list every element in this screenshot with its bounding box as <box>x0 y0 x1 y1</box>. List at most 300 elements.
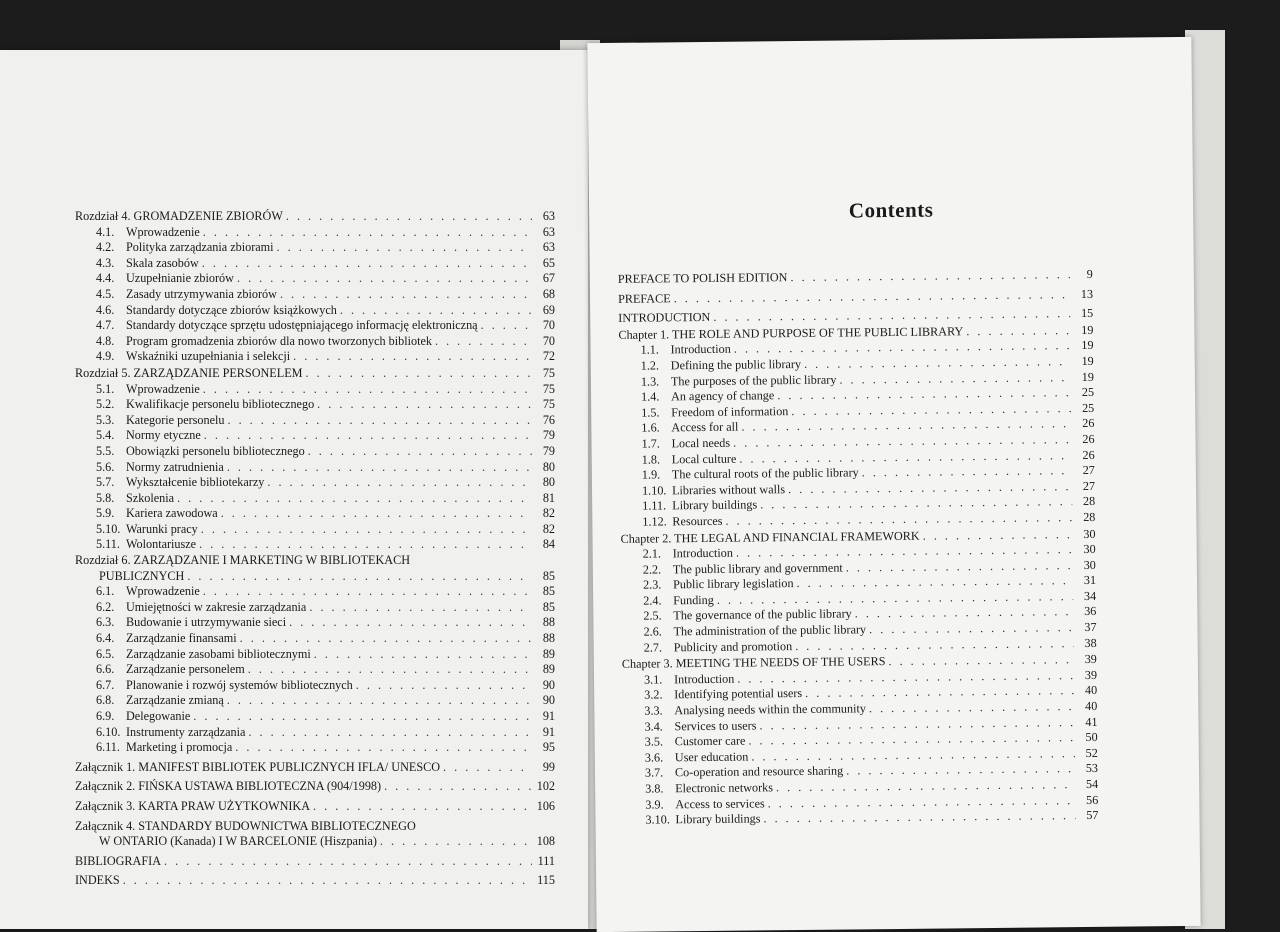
dot-leader <box>384 779 532 795</box>
dot-leader <box>293 349 532 365</box>
toc-subentry <box>75 740 555 756</box>
toc-label: INDEKS <box>75 873 120 888</box>
page-number: 75 <box>542 397 555 412</box>
page-number: 30 <box>1083 541 1096 557</box>
toc-label: Zarządzanie finansami <box>126 631 237 646</box>
section-number: 5.7. <box>96 475 115 490</box>
page-number: 82 <box>542 521 555 536</box>
section-number: 4.8. <box>96 333 115 348</box>
toc-entry <box>75 834 555 850</box>
toc-label: Access to services <box>675 795 765 811</box>
dot-leader <box>314 647 532 663</box>
page-number: 63 <box>542 240 555 255</box>
section-number: 6.10. <box>96 724 121 739</box>
page-number: 19 <box>1081 338 1094 353</box>
toc-label: Public library legislation <box>672 576 794 592</box>
toc-label: Kategorie personelu <box>126 412 225 427</box>
dot-leader <box>235 740 532 756</box>
section-number: 2.3. <box>642 577 662 592</box>
toc-label: The purposes of the public library <box>670 372 837 388</box>
dot-leader <box>308 444 532 460</box>
toc-subentry <box>75 428 555 444</box>
toc-label: Normy etyczne <box>126 428 201 443</box>
dot-leader <box>923 527 1073 544</box>
section-number: 1.12. <box>642 514 667 529</box>
dot-leader <box>202 256 532 272</box>
toc-label: Uzupełnianie zbiorów <box>126 271 234 286</box>
toc-label: Umiejętności w zakresie zarządzania <box>126 599 307 614</box>
page-number: 19 <box>1081 322 1094 337</box>
dot-leader <box>380 834 532 850</box>
toc-label: Rozdział 6. ZARZĄDZANIE I MARKETING W BIBLIOTEKACH <box>75 553 410 568</box>
dot-leader <box>267 475 532 491</box>
toc-label: Analysing needs within the community <box>674 701 867 718</box>
section-number: 3.7. <box>644 765 664 781</box>
page-number: 89 <box>542 662 555 677</box>
section-number: 2.4. <box>643 593 662 608</box>
page-number: 111 <box>537 853 555 868</box>
toc-entry <box>75 819 555 835</box>
toc-label: Introduction <box>673 671 735 687</box>
toc-subentry <box>75 725 555 741</box>
toc-label: An agency of change <box>670 388 775 404</box>
toc-entry <box>75 209 555 225</box>
section-number: 4.7. <box>96 318 115 333</box>
toc-label: PREFACE <box>617 290 671 306</box>
toc-subentry <box>75 537 555 553</box>
section-number: 5.8. <box>96 490 115 505</box>
dot-leader <box>187 569 532 585</box>
section-number: 5.11. <box>96 537 120 552</box>
toc-entry <box>75 779 555 795</box>
page-number: 9 <box>1086 266 1093 281</box>
dot-leader <box>199 537 532 553</box>
toc-label: Publicity and promotion <box>673 638 793 654</box>
section-number: 3.8. <box>645 781 664 796</box>
dot-leader <box>204 428 532 444</box>
dot-leader <box>309 600 532 616</box>
dot-leader <box>286 209 532 225</box>
toc-label: Zarządzanie zasobami bibliotecznymi <box>126 646 311 661</box>
section-number: 2.1. <box>642 546 662 561</box>
toc-label: Skala zasobów <box>126 255 199 270</box>
toc-label: Local culture <box>671 451 737 466</box>
page-number: 37 <box>1084 619 1097 635</box>
toc-entry <box>75 873 555 889</box>
section-number: 1.6. <box>641 420 660 435</box>
section-number: 6.2. <box>96 599 115 614</box>
dot-leader <box>277 240 532 256</box>
toc-label: Obowiązki personelu bibliotecznego <box>126 443 305 458</box>
page-number: 99 <box>542 759 555 774</box>
right-table-of-contents <box>618 266 1099 829</box>
toc-subentry <box>75 584 555 600</box>
toc-entry <box>618 267 1093 288</box>
page-number: 26 <box>1082 447 1095 462</box>
section-number: 1.7. <box>641 436 660 451</box>
toc-label: Freedom of information <box>671 403 789 420</box>
section-number: 3.2. <box>644 687 663 703</box>
dot-leader <box>227 460 532 476</box>
dot-leader <box>164 854 532 870</box>
toc-label: W ONTARIO (Kanada) I W BARCELONIE (Hiszpania) <box>99 834 377 849</box>
section-number: 4.9. <box>96 349 115 364</box>
section-number: 5.5. <box>96 443 115 458</box>
section-number: 5.2. <box>96 397 115 412</box>
toc-label: Załącznik 4. STANDARDY BUDOWNICTWA BIBLIOTECZNEGO <box>75 818 416 833</box>
page-number: 79 <box>542 428 555 443</box>
toc-label: The public library and government <box>672 560 843 577</box>
toc-label: Rozdział 4. GROMADZENIE ZBIORÓW <box>75 209 283 223</box>
page-number: 27 <box>1082 463 1095 478</box>
section-number: 3.3. <box>644 703 663 718</box>
section-number: 6.5. <box>96 646 115 661</box>
page-number: 41 <box>1085 714 1098 729</box>
toc-label: Zarządzanie zmianą <box>126 693 224 708</box>
page-number: 39 <box>1084 667 1098 682</box>
toc-label: Introduction <box>670 342 731 357</box>
toc-subentry <box>75 460 555 476</box>
toc-subentry <box>75 334 555 350</box>
toc-label: Electronic networks <box>675 780 774 796</box>
toc-entry <box>75 553 555 569</box>
toc-label: Chapter 1. THE ROLE AND PURPOSE OF THE PUBLIC LIBRARY <box>618 324 964 342</box>
page-number: 88 <box>542 615 555 630</box>
toc-label: Library buildings <box>675 811 761 827</box>
toc-entry <box>75 366 555 382</box>
toc-label: Delegowanie <box>126 709 191 723</box>
page-number: 91 <box>542 724 555 739</box>
toc-label: Co-operation and resource sharing <box>674 763 844 780</box>
section-number: 2.6. <box>643 624 662 639</box>
section-number: 5.1. <box>96 381 115 396</box>
toc-label: User education <box>674 749 749 765</box>
toc-label: Local needs <box>671 435 731 451</box>
page-number: 30 <box>1083 557 1096 572</box>
page-number: 65 <box>542 255 555 270</box>
dot-leader <box>193 709 532 725</box>
section-number: 6.1. <box>96 584 115 599</box>
toc-subentry <box>75 256 555 272</box>
section-number: 2.2. <box>642 562 662 577</box>
dot-leader <box>248 662 532 678</box>
page-number: 26 <box>1082 431 1095 446</box>
toc-label: Chapter 2. THE LEGAL AND FINANCIAL FRAMEWORK <box>620 528 920 546</box>
toc-subentry <box>75 491 555 507</box>
section-number: 6.6. <box>96 662 115 677</box>
toc-subentry <box>75 615 555 631</box>
page-number: 25 <box>1081 385 1095 400</box>
toc-entry <box>75 799 555 815</box>
toc-label: Budowanie i utrzymywanie sieci <box>126 615 287 630</box>
toc-label: PUBLICZNYCH <box>99 568 185 583</box>
toc-subentry <box>75 349 555 365</box>
section-number: 5.6. <box>96 459 115 474</box>
page-number: 30 <box>1083 526 1096 541</box>
page-number: 85 <box>542 599 555 614</box>
page-number: 27 <box>1082 478 1096 493</box>
toc-subentry <box>75 693 555 709</box>
page-number: 13 <box>1080 286 1094 301</box>
dot-leader <box>203 584 532 600</box>
page-number: 36 <box>1084 604 1097 619</box>
toc-label: Załącznik 3. KARTA PRAW UŻYTKOWNIKA <box>75 798 311 813</box>
page-number: 102 <box>536 779 555 794</box>
toc-label: Wprowadzenie <box>126 381 200 396</box>
page-number: 106 <box>536 798 555 813</box>
dot-leader <box>201 522 532 538</box>
toc-subentry <box>75 397 555 413</box>
page-number: 85 <box>542 584 555 599</box>
toc-subentry <box>75 271 555 287</box>
dot-leader <box>123 873 532 889</box>
page-number: 34 <box>1083 588 1097 603</box>
toc-label: Chapter 3. MEETING THE NEEDS OF THE USERS <box>621 654 886 672</box>
toc-subentry <box>75 303 555 319</box>
dot-leader <box>763 808 1075 827</box>
section-number: 2.5. <box>643 608 662 624</box>
dot-leader <box>248 725 532 741</box>
dot-leader <box>674 287 1071 307</box>
page-number: 68 <box>542 286 555 301</box>
section-number: 1.9. <box>641 467 661 482</box>
toc-label: Libraries without walls <box>671 481 786 498</box>
page-number: 28 <box>1082 494 1096 509</box>
left-page <box>0 50 588 929</box>
dot-leader <box>240 631 532 647</box>
dot-leader <box>203 382 532 398</box>
page-number: 69 <box>542 302 555 317</box>
dot-leader <box>790 267 1070 286</box>
page-number: 56 <box>1086 792 1099 807</box>
toc-label: Customer care <box>674 733 746 749</box>
dot-leader <box>177 491 532 507</box>
page-number: 84 <box>542 537 555 552</box>
toc-label: BIBLIOGRAFIA <box>75 853 161 868</box>
page-number: 31 <box>1083 573 1097 588</box>
dot-leader <box>227 413 532 429</box>
right-page <box>587 37 1200 932</box>
section-number: 4.3. <box>96 255 115 270</box>
toc-label: Standardy dotyczące zbiorów książkowych <box>126 302 337 317</box>
toc-label: The governance of the public library <box>673 606 852 623</box>
left-table-of-contents <box>75 208 555 889</box>
dot-leader <box>305 366 532 382</box>
toc-label: Zasady utrzymywania zbiorów <box>126 286 277 301</box>
dot-leader <box>227 693 532 709</box>
toc-label: Kariera zawodowa <box>126 506 218 521</box>
section-number: 1.8. <box>641 451 661 467</box>
toc-label: Standardy dotyczące sprzętu udostępniającego informację elektroniczną <box>126 318 478 333</box>
page-number: 72 <box>542 349 555 364</box>
page-number: 115 <box>537 873 555 888</box>
toc-label: Wprowadzenie <box>126 584 200 599</box>
toc-label: Planowanie i rozwój systemów bibliotecznych <box>126 677 353 692</box>
section-number: 1.10. <box>641 483 667 498</box>
section-number: 6.4. <box>96 631 115 646</box>
section-number: 1.3. <box>640 374 660 389</box>
toc-label: Defining the public library <box>670 356 802 373</box>
page-number: 40 <box>1085 698 1098 714</box>
section-number: 3.4. <box>644 719 663 734</box>
page-number: 82 <box>542 506 555 521</box>
page-title: Contents <box>848 197 934 223</box>
toc-label: Rozdział 5. ZARZĄDZANIE PERSONELEM <box>75 365 303 380</box>
section-number: 4.1. <box>96 224 115 239</box>
section-number: 6.3. <box>96 615 115 630</box>
section-number: 4.5. <box>96 286 115 301</box>
toc-subentry <box>75 287 555 303</box>
dot-leader <box>280 287 532 303</box>
toc-label: Szkolenia <box>126 490 175 505</box>
toc-label: Wskaźniki uzupełniania i selekcji <box>126 349 291 364</box>
page-number: 89 <box>542 646 555 661</box>
toc-subentry <box>75 475 555 491</box>
toc-label: Załącznik 2. FIŃSKA USTAWA BIBLIOTECZNA (904/1998) <box>75 779 382 794</box>
section-number: 4.6. <box>96 302 115 317</box>
page-number: 39 <box>1084 652 1097 667</box>
dot-leader <box>221 506 532 522</box>
section-number: 5.3. <box>96 412 115 427</box>
toc-entry <box>75 569 555 585</box>
toc-subentry <box>75 600 555 616</box>
section-number: 6.8. <box>96 693 115 708</box>
page-number: 79 <box>542 443 555 458</box>
toc-label: Introduction <box>672 545 734 561</box>
toc-label: Program gromadzenia zbiorów dla nowo tworzonych bibliotek <box>126 333 432 348</box>
toc-label: Polityka zarządzania zbiorami <box>126 240 274 255</box>
dot-leader <box>435 334 532 350</box>
section-number: 4.2. <box>96 240 115 255</box>
section-number: 5.4. <box>96 428 115 443</box>
section-number: 3.9. <box>645 797 664 812</box>
page-number: 90 <box>542 693 555 708</box>
toc-label: Library buildings <box>672 497 758 513</box>
page-number: 63 <box>542 209 555 223</box>
page-number: 25 <box>1081 400 1095 415</box>
page-number: 95 <box>542 740 555 755</box>
dot-leader <box>443 760 532 776</box>
toc-label: Resources <box>672 513 723 529</box>
page-number: 57 <box>1086 808 1099 823</box>
page-number: 81 <box>542 490 555 505</box>
dot-leader <box>795 636 1074 655</box>
page-number: 90 <box>542 677 555 692</box>
section-number: 2.7. <box>643 640 663 655</box>
page-number: 75 <box>542 365 555 380</box>
toc-entry <box>75 854 555 870</box>
page-number: 75 <box>542 381 555 396</box>
page-number: 40 <box>1084 683 1098 698</box>
section-number: 3.5. <box>644 734 664 749</box>
toc-label: Services to users <box>674 718 757 733</box>
toc-entry <box>618 286 1093 307</box>
page-number: 26 <box>1082 416 1095 431</box>
section-number: 6.11. <box>96 740 120 755</box>
page-number: 70 <box>542 333 555 348</box>
section-number: 3.6. <box>644 750 664 765</box>
toc-label: Wprowadzenie <box>126 224 200 239</box>
page-number: 38 <box>1084 635 1097 650</box>
page-number: 70 <box>542 318 555 333</box>
toc-entry <box>75 760 555 776</box>
toc-label: Identifying potential users <box>674 686 803 702</box>
toc-label: Wykształcenie bibliotekarzy <box>126 475 265 490</box>
section-number: 1.11. <box>642 498 667 513</box>
section-number: 6.9. <box>96 709 115 723</box>
section-number: 5.9. <box>96 506 115 521</box>
section-number: 1.2. <box>640 358 660 373</box>
page-number: 52 <box>1085 745 1098 760</box>
page-number: 91 <box>542 709 555 723</box>
page-number: 53 <box>1085 761 1099 776</box>
dot-leader <box>289 615 532 631</box>
dot-leader <box>340 303 532 319</box>
page-number: 54 <box>1085 776 1099 792</box>
toc-label: Załącznik 1. MANIFEST BIBLIOTEK PUBLICZNYCH IFLA/ UNESCO <box>75 759 441 774</box>
page-number: 108 <box>536 834 555 849</box>
section-number: 6.7. <box>96 677 115 692</box>
toc-label: Warunki pracy <box>126 521 198 536</box>
dot-leader <box>966 323 1070 340</box>
toc-subentry <box>75 413 555 429</box>
toc-label: PREFACE TO POLISH EDITION <box>617 270 788 286</box>
toc-label: The cultural roots of the public library <box>671 465 859 482</box>
section-number: 4.4. <box>96 271 115 286</box>
toc-subentry <box>75 506 555 522</box>
page-number: 50 <box>1085 730 1098 745</box>
toc-subentry <box>75 382 555 398</box>
toc-label: Normy zatrudnienia <box>126 459 224 474</box>
section-number: 5.10. <box>96 521 121 536</box>
page-number: 15 <box>1080 306 1094 321</box>
toc-label: The administration of the public library <box>673 622 867 639</box>
toc-label: Instrumenty zarządzania <box>126 724 246 739</box>
page-number: 28 <box>1083 509 1096 524</box>
page-number: 88 <box>542 631 555 646</box>
page-number: 80 <box>542 475 555 490</box>
dot-leader <box>203 225 532 241</box>
toc-subentry <box>75 318 555 334</box>
toc-subentry <box>75 647 555 663</box>
section-number: 1.1. <box>640 342 659 358</box>
page-number: 76 <box>542 412 555 427</box>
toc-label: Wolontariusze <box>126 537 197 552</box>
section-number: 3.10. <box>645 812 670 827</box>
section-number: 3.1. <box>643 672 663 687</box>
toc-subentry <box>75 631 555 647</box>
toc-subentry <box>75 522 555 538</box>
section-number: 1.4. <box>640 389 660 404</box>
toc-subentry <box>75 662 555 678</box>
page-number: 67 <box>542 271 555 286</box>
page-number: 85 <box>542 568 555 583</box>
page-number: 19 <box>1081 353 1094 368</box>
dot-leader <box>237 271 532 287</box>
dot-leader <box>356 678 532 694</box>
toc-subentry <box>75 240 555 256</box>
dot-leader <box>481 318 532 334</box>
toc-subentry <box>75 678 555 694</box>
toc-label: Marketing i promocja <box>126 740 233 755</box>
section-number: 1.5. <box>641 405 660 420</box>
toc-subentry <box>75 225 555 241</box>
dot-leader <box>317 397 532 413</box>
page-number: 63 <box>542 224 555 239</box>
dot-leader <box>313 799 532 815</box>
toc-subentry <box>75 444 555 460</box>
toc-label: Zarządzanie personelem <box>126 662 245 677</box>
